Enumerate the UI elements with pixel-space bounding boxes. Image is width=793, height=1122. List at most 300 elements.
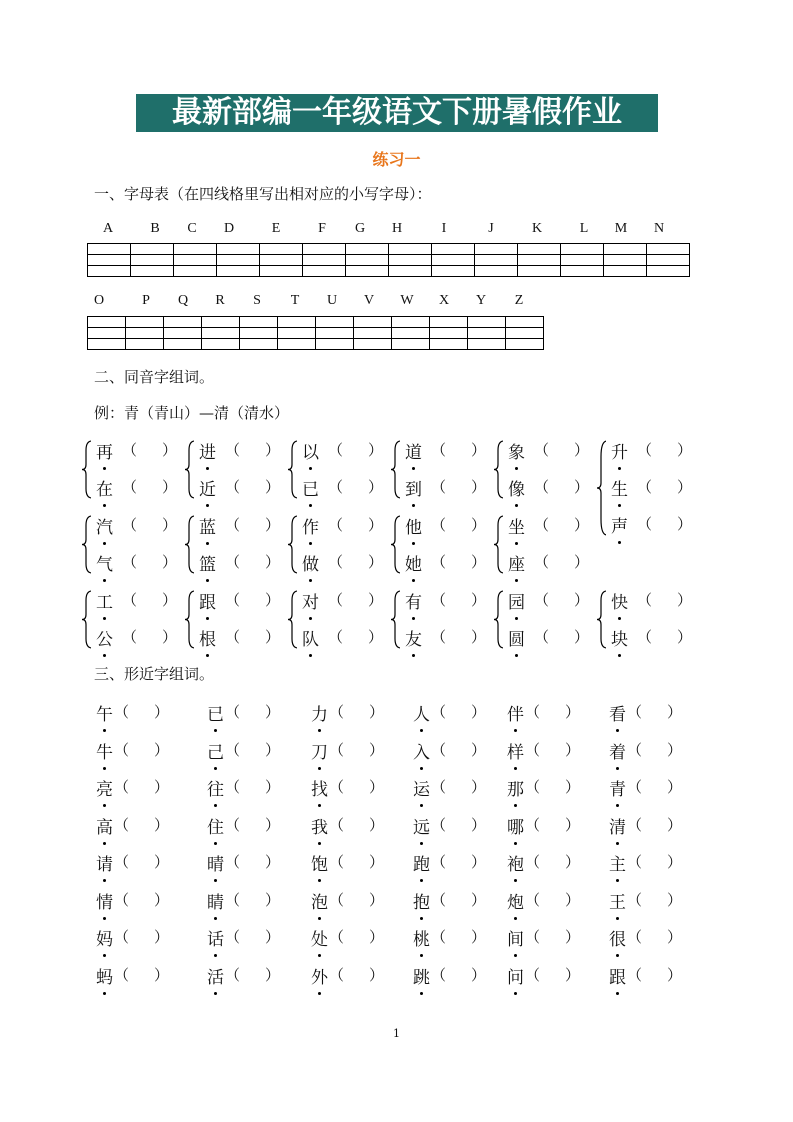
- answer-blank-open[interactable]: （: [637, 515, 653, 533]
- answer-blank-open[interactable]: （: [122, 516, 138, 534]
- answer-blank-close[interactable]: ）: [369, 965, 385, 984]
- answer-blank-close[interactable]: ）: [574, 591, 590, 609]
- answer-blank-close[interactable]: ）: [471, 516, 487, 534]
- grid-cell[interactable]: [468, 317, 506, 328]
- answer-blank-close[interactable]: ）: [265, 441, 281, 459]
- grid-cell[interactable]: [475, 244, 518, 255]
- emphasis-dot: [514, 804, 517, 807]
- answer-blank-close[interactable]: ）: [369, 740, 385, 759]
- letter-s: S: [253, 293, 261, 308]
- answer-blank-close[interactable]: ）: [471, 478, 487, 496]
- emphasis-dot: [103, 617, 106, 620]
- answer-blank-close[interactable]: ）: [265, 628, 281, 646]
- answer-blank-close[interactable]: ）: [265, 965, 281, 984]
- grid-cell[interactable]: [303, 255, 346, 266]
- emphasis-dot: [412, 542, 415, 545]
- grid-cell[interactable]: [392, 339, 430, 350]
- answer-blank-open[interactable]: （: [122, 478, 138, 496]
- answer-blank-close[interactable]: ）: [368, 478, 384, 496]
- grid-cell[interactable]: [518, 266, 561, 277]
- answer-blank-close[interactable]: ）: [667, 853, 683, 871]
- answer-blank-close[interactable]: ）: [162, 591, 178, 609]
- answer-blank-close[interactable]: ）: [667, 928, 683, 946]
- answer-blank-close[interactable]: ）: [154, 815, 170, 834]
- grid-cell[interactable]: [468, 328, 506, 339]
- answer-blank-close[interactable]: ）: [369, 890, 385, 909]
- answer-blank-close[interactable]: ）: [265, 740, 281, 759]
- answer-blank-close[interactable]: ）: [369, 853, 385, 871]
- answer-blank-close[interactable]: ）: [471, 928, 487, 946]
- answer-blank-open[interactable]: （: [431, 815, 447, 834]
- answer-blank-open[interactable]: （: [431, 553, 447, 571]
- answer-blank-open[interactable]: （: [114, 890, 130, 909]
- answer-blank-close[interactable]: ）: [677, 628, 693, 646]
- grid-cell[interactable]: [389, 266, 432, 277]
- grid-cell[interactable]: [202, 328, 240, 339]
- grid-cell[interactable]: [346, 255, 389, 266]
- grid-cell[interactable]: [278, 328, 316, 339]
- answer-blank-close[interactable]: ）: [667, 740, 683, 759]
- emphasis-dot: [206, 579, 209, 582]
- answer-blank-close[interactable]: ）: [369, 703, 385, 721]
- answer-blank-open[interactable]: （: [525, 853, 541, 871]
- answer-blank-close[interactable]: ）: [154, 778, 170, 796]
- answer-blank-close[interactable]: ）: [677, 591, 693, 609]
- grid-cell[interactable]: [316, 328, 354, 339]
- emphasis-dot: [309, 579, 312, 582]
- grid-cell[interactable]: [88, 244, 131, 255]
- answer-blank-open[interactable]: （: [637, 478, 653, 496]
- answer-blank-close[interactable]: ）: [368, 441, 384, 459]
- grid-cell[interactable]: [126, 339, 164, 350]
- answer-blank-close[interactable]: ）: [154, 740, 170, 759]
- grid-cell[interactable]: [506, 328, 544, 339]
- grid-cell[interactable]: [647, 255, 690, 266]
- brace-icon: [287, 590, 297, 649]
- answer-blank-close[interactable]: ）: [265, 478, 281, 496]
- character: 力: [311, 700, 328, 725]
- answer-blank-open[interactable]: （: [534, 478, 550, 496]
- answer-blank-close[interactable]: ）: [471, 553, 487, 571]
- answer-blank-open[interactable]: （: [534, 553, 550, 571]
- answer-blank-open[interactable]: （: [627, 740, 643, 759]
- answer-blank-close[interactable]: ）: [154, 703, 170, 721]
- answer-blank-open[interactable]: （: [627, 853, 643, 871]
- letter-z: Z: [514, 293, 524, 308]
- grid-cell[interactable]: [354, 339, 392, 350]
- answer-blank-open[interactable]: （: [431, 478, 447, 496]
- emphasis-dot: [515, 617, 518, 620]
- grid-cell[interactable]: [240, 317, 278, 328]
- grid-cell[interactable]: [174, 244, 217, 255]
- grid-cell[interactable]: [88, 328, 126, 339]
- answer-blank-open[interactable]: （: [122, 628, 138, 646]
- answer-blank-open[interactable]: （: [225, 965, 241, 984]
- answer-blank-close[interactable]: ）: [677, 441, 693, 459]
- answer-blank-close[interactable]: ）: [565, 890, 581, 909]
- grid-cell[interactable]: [303, 244, 346, 255]
- answer-blank-close[interactable]: ）: [265, 853, 281, 871]
- grid-cell[interactable]: [430, 339, 468, 350]
- emphasis-dot: [214, 917, 217, 920]
- answer-blank-open[interactable]: （: [525, 815, 541, 834]
- section3-heading: 三、形近字组词。: [94, 665, 215, 683]
- answer-blank-open[interactable]: （: [114, 778, 130, 796]
- answer-blank-open[interactable]: （: [114, 965, 130, 984]
- answer-blank-open[interactable]: （: [225, 441, 241, 459]
- answer-blank-open[interactable]: （: [114, 853, 130, 871]
- answer-blank-close[interactable]: ）: [162, 553, 178, 571]
- grid-cell[interactable]: [647, 266, 690, 277]
- emphasis-dot: [318, 917, 321, 920]
- answer-blank-close[interactable]: ）: [574, 478, 590, 496]
- answer-blank-close[interactable]: ）: [565, 740, 581, 759]
- answer-blank-open[interactable]: （: [431, 703, 447, 721]
- four-line-grid-2[interactable]: [87, 316, 544, 350]
- answer-blank-open[interactable]: （: [534, 591, 550, 609]
- grid-cell[interactable]: [518, 244, 561, 255]
- grid-cell[interactable]: [217, 266, 260, 277]
- answer-blank-open[interactable]: （: [225, 478, 241, 496]
- answer-blank-open[interactable]: （: [225, 516, 241, 534]
- answer-blank-open[interactable]: （: [225, 740, 241, 759]
- grid-cell[interactable]: [604, 244, 647, 255]
- answer-blank-open[interactable]: （: [329, 740, 345, 759]
- answer-blank-close[interactable]: ）: [265, 516, 281, 534]
- answer-blank-close[interactable]: ）: [368, 553, 384, 571]
- answer-blank-open[interactable]: （: [114, 815, 130, 834]
- grid-cell[interactable]: [260, 244, 303, 255]
- answer-blank-close[interactable]: ）: [574, 441, 590, 459]
- grid-cell[interactable]: [346, 244, 389, 255]
- brace-icon: [390, 515, 400, 574]
- letter-x: X: [438, 293, 450, 308]
- grid-cell[interactable]: [647, 244, 690, 255]
- brace-icon: [390, 590, 400, 649]
- grid-cell[interactable]: [604, 266, 647, 277]
- answer-blank-close[interactable]: ）: [667, 703, 683, 721]
- answer-blank-open[interactable]: （: [114, 928, 130, 946]
- character: 青: [609, 775, 626, 800]
- character: 友: [405, 625, 422, 650]
- grid-cell[interactable]: [126, 317, 164, 328]
- answer-blank-open[interactable]: （: [627, 778, 643, 796]
- grid-cell[interactable]: [475, 266, 518, 277]
- answer-blank-open[interactable]: （: [637, 591, 653, 609]
- answer-blank-close[interactable]: ）: [369, 778, 385, 796]
- answer-blank-open[interactable]: （: [225, 703, 241, 721]
- emphasis-dot: [309, 542, 312, 545]
- character: 气: [96, 550, 113, 575]
- grid-cell[interactable]: [278, 339, 316, 350]
- character: 生: [611, 475, 628, 500]
- emphasis-dot: [616, 992, 619, 995]
- answer-blank-close[interactable]: ）: [154, 853, 170, 871]
- answer-blank-close[interactable]: ）: [369, 928, 385, 946]
- grid-cell[interactable]: [432, 266, 475, 277]
- emphasis-dot: [514, 954, 517, 957]
- answer-blank-open[interactable]: （: [225, 591, 241, 609]
- grid-cell[interactable]: [278, 317, 316, 328]
- grid-cell[interactable]: [354, 317, 392, 328]
- grid-cell[interactable]: [430, 328, 468, 339]
- emphasis-dot: [214, 879, 217, 882]
- answer-blank-close[interactable]: ）: [368, 516, 384, 534]
- answer-blank-close[interactable]: ）: [667, 815, 683, 834]
- answer-blank-close[interactable]: ）: [565, 703, 581, 721]
- answer-blank-open[interactable]: （: [328, 516, 344, 534]
- answer-blank-close[interactable]: ）: [162, 628, 178, 646]
- answer-blank-open[interactable]: （: [329, 928, 345, 946]
- answer-blank-close[interactable]: ）: [565, 778, 581, 796]
- grid-cell[interactable]: [389, 255, 432, 266]
- answer-blank-open[interactable]: （: [431, 516, 447, 534]
- answer-blank-close[interactable]: ）: [265, 815, 281, 834]
- answer-blank-close[interactable]: ）: [471, 965, 487, 984]
- answer-blank-close[interactable]: ）: [667, 965, 683, 984]
- answer-blank-open[interactable]: （: [328, 628, 344, 646]
- grid-cell[interactable]: [392, 328, 430, 339]
- brace-icon: [184, 515, 194, 574]
- emphasis-dot: [103, 954, 106, 957]
- grid-cell[interactable]: [217, 244, 260, 255]
- answer-blank-open[interactable]: （: [534, 516, 550, 534]
- answer-blank-close[interactable]: ）: [574, 516, 590, 534]
- answer-blank-open[interactable]: （: [328, 553, 344, 571]
- answer-blank-close[interactable]: ）: [265, 928, 281, 946]
- grid-cell[interactable]: [164, 339, 202, 350]
- grid-cell[interactable]: [316, 317, 354, 328]
- grid-cell[interactable]: [260, 255, 303, 266]
- grid-cell[interactable]: [561, 244, 604, 255]
- answer-blank-open[interactable]: （: [225, 778, 241, 796]
- grid-cell[interactable]: [303, 266, 346, 277]
- grid-cell[interactable]: [164, 328, 202, 339]
- grid-cell[interactable]: [126, 328, 164, 339]
- emphasis-dot: [103, 504, 106, 507]
- letter-m: M: [614, 221, 628, 236]
- brace-icon: [596, 590, 606, 649]
- grid-cell[interactable]: [260, 266, 303, 277]
- answer-blank-close[interactable]: ）: [154, 890, 170, 909]
- grid-cell[interactable]: [174, 266, 217, 277]
- grid-cell[interactable]: [389, 244, 432, 255]
- character: 坐: [508, 513, 525, 538]
- answer-blank-open[interactable]: （: [627, 703, 643, 721]
- grid-cell[interactable]: [131, 244, 174, 255]
- answer-blank-open[interactable]: （: [431, 441, 447, 459]
- answer-blank-open[interactable]: （: [329, 703, 345, 721]
- answer-blank-open[interactable]: （: [329, 853, 345, 871]
- grid-cell[interactable]: [88, 339, 126, 350]
- answer-blank-close[interactable]: ）: [471, 778, 487, 796]
- grid-cell[interactable]: [240, 328, 278, 339]
- answer-blank-open[interactable]: （: [534, 441, 550, 459]
- answer-blank-open[interactable]: （: [329, 778, 345, 796]
- answer-blank-close[interactable]: ）: [667, 890, 683, 909]
- grid-cell[interactable]: [217, 255, 260, 266]
- answer-blank-close[interactable]: ）: [265, 703, 281, 721]
- section2-heading: 二、同音字组词。: [94, 368, 215, 386]
- grid-cell[interactable]: [475, 255, 518, 266]
- grid-cell[interactable]: [506, 339, 544, 350]
- character: 样: [507, 738, 524, 763]
- emphasis-dot: [309, 504, 312, 507]
- emphasis-dot: [514, 842, 517, 845]
- letter-q: Q: [177, 293, 189, 308]
- answer-blank-open[interactable]: （: [525, 928, 541, 946]
- grid-cell[interactable]: [202, 339, 240, 350]
- answer-blank-close[interactable]: ）: [368, 628, 384, 646]
- answer-blank-close[interactable]: ）: [677, 515, 693, 533]
- letter-c: C: [187, 221, 197, 236]
- answer-blank-close[interactable]: ）: [162, 441, 178, 459]
- emphasis-dot: [318, 729, 321, 732]
- answer-blank-open[interactable]: （: [637, 441, 653, 459]
- answer-blank-open[interactable]: （: [431, 853, 447, 871]
- character: 根: [199, 625, 216, 650]
- answer-blank-open[interactable]: （: [431, 890, 447, 909]
- grid-cell[interactable]: [561, 266, 604, 277]
- answer-blank-close[interactable]: ）: [154, 928, 170, 946]
- answer-blank-open[interactable]: （: [328, 441, 344, 459]
- answer-blank-open[interactable]: （: [225, 853, 241, 871]
- answer-blank-open[interactable]: （: [225, 928, 241, 946]
- answer-blank-open[interactable]: （: [627, 928, 643, 946]
- answer-blank-close[interactable]: ）: [574, 553, 590, 571]
- emphasis-dot: [515, 467, 518, 470]
- answer-blank-open[interactable]: （: [328, 478, 344, 496]
- grid-cell[interactable]: [604, 255, 647, 266]
- answer-blank-close[interactable]: ）: [565, 928, 581, 946]
- grid-cell[interactable]: [88, 266, 131, 277]
- answer-blank-open[interactable]: （: [534, 628, 550, 646]
- answer-blank-close[interactable]: ）: [471, 740, 487, 759]
- grid-cell[interactable]: [240, 339, 278, 350]
- answer-blank-open[interactable]: （: [431, 928, 447, 946]
- answer-blank-close[interactable]: ）: [265, 553, 281, 571]
- answer-blank-open[interactable]: （: [431, 740, 447, 759]
- grid-cell[interactable]: [88, 317, 126, 328]
- answer-blank-close[interactable]: ）: [667, 778, 683, 796]
- answer-blank-open[interactable]: （: [225, 628, 241, 646]
- grid-cell[interactable]: [354, 328, 392, 339]
- character: 近: [199, 475, 216, 500]
- answer-blank-close[interactable]: ）: [265, 591, 281, 609]
- grid-cell[interactable]: [506, 317, 544, 328]
- answer-blank-close[interactable]: ）: [565, 965, 581, 984]
- character: 很: [609, 925, 626, 950]
- answer-blank-close[interactable]: ）: [368, 591, 384, 609]
- character: 活: [207, 963, 224, 988]
- answer-blank-open[interactable]: （: [431, 628, 447, 646]
- character: 高: [96, 813, 113, 838]
- answer-blank-close[interactable]: ）: [471, 441, 487, 459]
- answer-blank-close[interactable]: ）: [677, 478, 693, 496]
- answer-blank-open[interactable]: （: [114, 703, 130, 721]
- answer-blank-open[interactable]: （: [525, 703, 541, 721]
- emphasis-dot: [412, 579, 415, 582]
- character: 哪: [507, 813, 524, 838]
- letter-f: F: [318, 221, 326, 236]
- answer-blank-open[interactable]: （: [525, 740, 541, 759]
- answer-blank-open[interactable]: （: [637, 628, 653, 646]
- answer-blank-close[interactable]: ）: [471, 890, 487, 909]
- answer-blank-open[interactable]: （: [225, 553, 241, 571]
- grid-cell[interactable]: [346, 266, 389, 277]
- grid-cell[interactable]: [88, 255, 131, 266]
- answer-blank-open[interactable]: （: [122, 553, 138, 571]
- grid-cell[interactable]: [131, 255, 174, 266]
- answer-blank-close[interactable]: ）: [471, 628, 487, 646]
- answer-blank-open[interactable]: （: [225, 890, 241, 909]
- answer-blank-close[interactable]: ）: [565, 853, 581, 871]
- answer-blank-open[interactable]: （: [431, 778, 447, 796]
- answer-blank-open[interactable]: （: [329, 965, 345, 984]
- emphasis-dot: [214, 954, 217, 957]
- answer-blank-close[interactable]: ）: [471, 591, 487, 609]
- answer-blank-close[interactable]: ）: [154, 965, 170, 984]
- grid-cell[interactable]: [392, 317, 430, 328]
- answer-blank-open[interactable]: （: [225, 815, 241, 834]
- answer-blank-close[interactable]: ）: [565, 815, 581, 834]
- answer-blank-open[interactable]: （: [329, 890, 345, 909]
- grid-cell[interactable]: [518, 255, 561, 266]
- answer-blank-close[interactable]: ）: [574, 628, 590, 646]
- answer-blank-open[interactable]: （: [114, 740, 130, 759]
- answer-blank-close[interactable]: ）: [162, 516, 178, 534]
- answer-blank-open[interactable]: （: [627, 965, 643, 984]
- emphasis-dot: [515, 654, 518, 657]
- emphasis-dot: [412, 654, 415, 657]
- answer-blank-open[interactable]: （: [525, 778, 541, 796]
- letter-o: O: [93, 293, 105, 308]
- answer-blank-open[interactable]: （: [431, 591, 447, 609]
- grid-cell[interactable]: [174, 255, 217, 266]
- character: 以: [302, 438, 319, 463]
- answer-blank-close[interactable]: ）: [471, 703, 487, 721]
- answer-blank-close[interactable]: ）: [162, 478, 178, 496]
- answer-blank-close[interactable]: ）: [471, 815, 487, 834]
- grid-cell[interactable]: [202, 317, 240, 328]
- answer-blank-open[interactable]: （: [329, 815, 345, 834]
- four-line-grid-1[interactable]: [87, 243, 690, 277]
- grid-cell[interactable]: [164, 317, 202, 328]
- answer-blank-open[interactable]: （: [328, 591, 344, 609]
- answer-blank-close[interactable]: ）: [471, 853, 487, 871]
- grid-cell[interactable]: [561, 255, 604, 266]
- emphasis-dot: [420, 879, 423, 882]
- brace-icon: [81, 440, 91, 499]
- grid-cell[interactable]: [432, 244, 475, 255]
- answer-blank-close[interactable]: ）: [369, 815, 385, 834]
- grid-cell[interactable]: [432, 255, 475, 266]
- answer-blank-close[interactable]: ）: [265, 890, 281, 909]
- answer-blank-open[interactable]: （: [431, 965, 447, 984]
- answer-blank-open[interactable]: （: [122, 441, 138, 459]
- grid-cell[interactable]: [316, 339, 354, 350]
- answer-blank-open[interactable]: （: [627, 815, 643, 834]
- character: 蓝: [199, 513, 216, 538]
- answer-blank-open[interactable]: （: [525, 890, 541, 909]
- grid-cell[interactable]: [131, 266, 174, 277]
- grid-cell[interactable]: [468, 339, 506, 350]
- grid-cell[interactable]: [430, 317, 468, 328]
- answer-blank-close[interactable]: ）: [265, 778, 281, 796]
- answer-blank-open[interactable]: （: [525, 965, 541, 984]
- answer-blank-open[interactable]: （: [122, 591, 138, 609]
- answer-blank-open[interactable]: （: [627, 890, 643, 909]
